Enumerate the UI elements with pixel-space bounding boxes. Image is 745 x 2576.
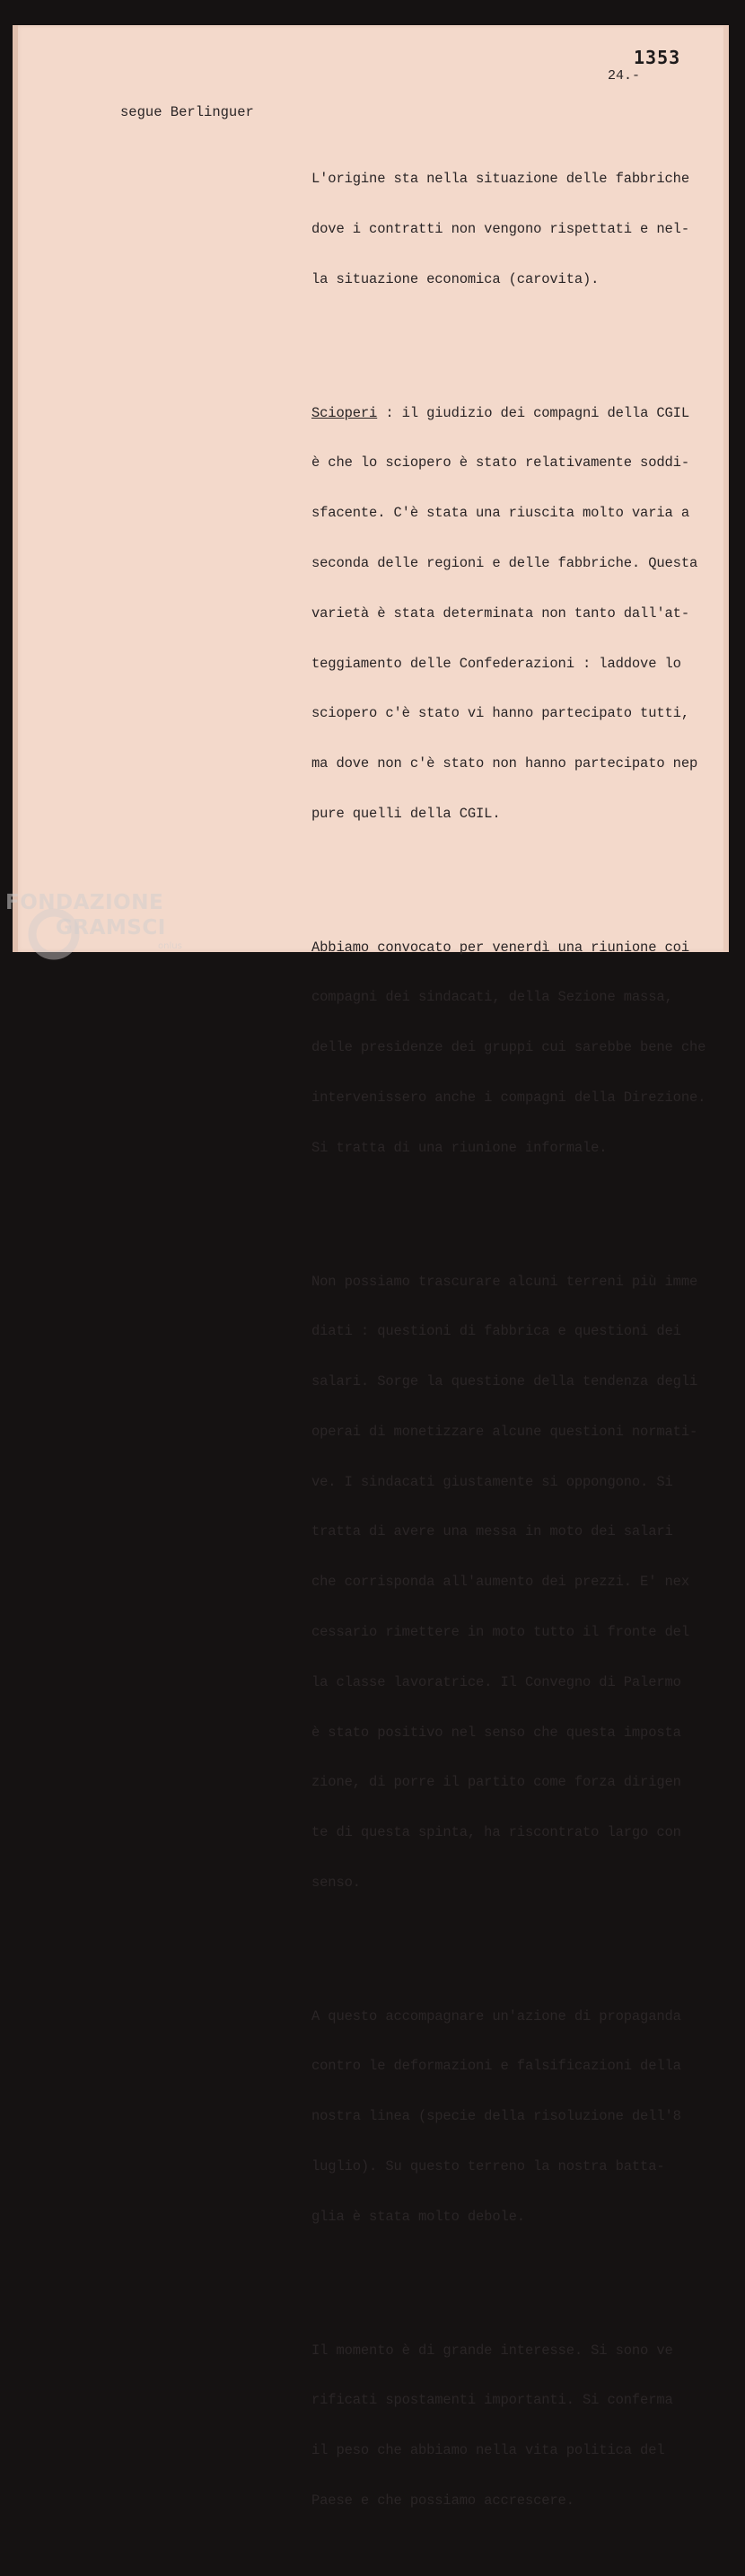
text-line: che corrisponda all'aumento dei prezzi. E' nex — [311, 1574, 689, 1591]
text-line: sfacente. C'è stata una riuscita molto varia a — [311, 505, 689, 522]
text-line: è che lo sciopero è stato relativamente soddi- — [311, 454, 689, 472]
text-line: operai di monetizzare alcune questioni normati- — [311, 1423, 698, 1440]
text-line: tratta di avere una messa in moto dei salari — [311, 1523, 673, 1540]
text-line: Si tratta di una riunione informale. — [311, 1139, 608, 1156]
scioperi-rest: : il giudizio dei compagni della CGIL — [377, 404, 689, 421]
text-line: è stato positivo nel senso che questa imposta — [311, 1724, 681, 1741]
text-line: Non possiamo trascurare alcuni terreni più imme — [311, 1273, 698, 1290]
text-line: intervenissero anche i compagni della Direzione. — [311, 1090, 706, 1107]
text-line: senso. — [311, 1874, 361, 1891]
text-line: varietà è stata determinata non tanto dall'at- — [311, 604, 689, 622]
text-line: glia è stata molto debole. — [311, 2208, 525, 2225]
page-number: 1353 — [634, 47, 681, 68]
text-line: ve. I sindacati giustamente si oppongono. Si — [311, 1473, 673, 1490]
text-line: salari. Sorge la questione della tendenza degli — [311, 1373, 698, 1390]
watermark-line1: FONDAZIONE — [5, 891, 164, 914]
text-line: Il momento è di grande interesse. Si sono ve — [311, 2342, 673, 2359]
text-line: Paese e che possiamo accrescere. — [311, 2492, 574, 2509]
text-line: il peso che abbiamo nella vita politica del — [311, 2442, 665, 2459]
speaker-label: segue Berlinguer — [120, 104, 254, 120]
paragraph-6 — [311, 2308, 724, 2542]
text-line: sciopero c'è stato vi hanno partecipato tutti, — [311, 705, 689, 722]
watermark-line2: GRAMSCI — [56, 916, 166, 940]
text-line: nostra linea (specie della risoluzione dell'8 — [311, 2108, 681, 2125]
paragraph-4 — [311, 1239, 724, 1924]
text-line: rificati spostamenti importanti. Si conferma — [311, 2392, 673, 2409]
text-line: Abbiamo convocato per venerdì una riunione coi — [311, 939, 689, 956]
text-line: compagni dei sindacati, della Sezione massa, — [311, 989, 673, 1006]
text-line: ma dove non c'è stato non hanno partecipato nep — [311, 755, 698, 772]
text-line: zione, di porre il partito come forza dirigen — [311, 1774, 681, 1791]
text-line: dove i contratti non vengono rispettati e nel- — [311, 221, 689, 238]
paragraph-5 — [311, 1975, 724, 2259]
text-line: seconda delle regioni e delle fabbriche. Questa — [311, 555, 698, 572]
text-line: A questo accompagnare un'azione di propaganda — [311, 2007, 681, 2025]
paragraph-2 — [311, 372, 724, 856]
text-line: diati : questioni di fabbrica e questioni dei — [311, 1323, 681, 1340]
watermark-line3: onlus — [158, 941, 182, 951]
text-line: delle presidenze dei gruppi cui sarebbe bene che — [311, 1039, 706, 1056]
text-line: te di questa spinta, ha riscontrato largo con — [311, 1824, 681, 1841]
document-body — [311, 104, 724, 2576]
fondazione-gramsci-watermark — [0, 887, 197, 970]
text-line: luglio). Su questo terreno la nostra batta- — [311, 2158, 665, 2175]
text-line: L'origine sta nella situazione delle fabbriche — [311, 171, 689, 188]
scioperi-heading: Scioperi — [311, 404, 378, 421]
sub-page-number: 24.- — [608, 68, 641, 84]
scioperi-line — [311, 405, 724, 422]
text-line: la classe lavoratrice. Il Convegno di Palermo — [311, 1673, 681, 1690]
paragraph-3 — [311, 906, 724, 1190]
text-line: cessario rimettere in moto tutto il fronte del — [311, 1624, 689, 1641]
text-line: la situazione economica (carovita). — [311, 270, 600, 287]
text-line: contro le deformazioni e falsificazioni della — [311, 2058, 681, 2075]
text-line: teggiamento delle Confederazioni : laddove lo — [311, 655, 681, 672]
paragraph-1 — [311, 137, 724, 322]
text-line: pure quelli della CGIL. — [311, 805, 501, 822]
page-binding-edge — [13, 25, 18, 952]
